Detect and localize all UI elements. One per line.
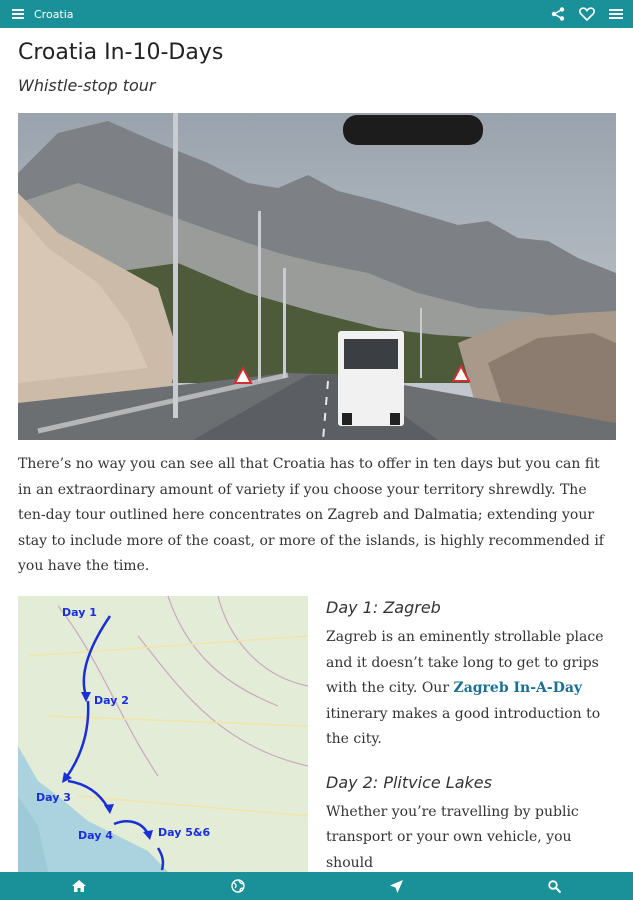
map-label-day1: Day 1 bbox=[62, 606, 97, 619]
menu-icon[interactable] bbox=[10, 0, 26, 28]
search-icon[interactable] bbox=[548, 880, 561, 893]
day2-text: Whether you’re travelling by public transport or your own vehicle, you should bbox=[326, 803, 579, 871]
day1-text-before: Zagreb is an eminently strollable place and it doesn’t take long to get to grips with the city. Our bbox=[326, 629, 604, 696]
map-label-day5-6: Day 5&6 bbox=[158, 826, 211, 839]
top-actions bbox=[551, 7, 623, 21]
day2-heading: Day 2: Plitvice Lakes bbox=[326, 772, 492, 792]
globe-icon[interactable] bbox=[231, 879, 245, 893]
map-label-day2: Day 2 bbox=[94, 694, 129, 707]
bottom-nav-bar bbox=[0, 872, 633, 900]
map-label-day4: Day 4 bbox=[78, 829, 113, 842]
intro-paragraph: There’s no way you can see all that Croatia has to offer in ten days but you can fit in an extraordinary amount of variety if you choose your territory shrewdly. The ten-day tour outlined here concentrates on Zagreb and Dalmatia; extending your stay to include more of the coast, or more of the islands, is highly recommended if you have the time. bbox=[18, 456, 604, 574]
heart-icon[interactable] bbox=[579, 7, 595, 21]
app-title: Croatia bbox=[34, 7, 74, 21]
day1-heading: Day 1: Zagreb bbox=[326, 598, 441, 617]
home-icon[interactable] bbox=[72, 880, 86, 892]
zagreb-in-a-day-link[interactable]: Zagreb In-A-Day bbox=[453, 680, 583, 696]
list-icon[interactable] bbox=[609, 9, 623, 19]
page-title: Croatia In-10-Days bbox=[18, 40, 224, 65]
top-app-bar bbox=[0, 0, 633, 28]
navigate-icon[interactable] bbox=[390, 880, 403, 893]
day1-text-after: itinerary makes a good introduction to the city. bbox=[326, 705, 601, 747]
share-icon[interactable] bbox=[551, 7, 565, 21]
page-subtitle: Whistle-stop tour bbox=[18, 76, 156, 95]
route-map[interactable] bbox=[18, 596, 308, 872]
itinerary-column bbox=[326, 598, 618, 876]
map-label-day3: Day 3 bbox=[36, 791, 71, 804]
hero-photo bbox=[18, 113, 616, 440]
day1-text bbox=[326, 625, 618, 753]
